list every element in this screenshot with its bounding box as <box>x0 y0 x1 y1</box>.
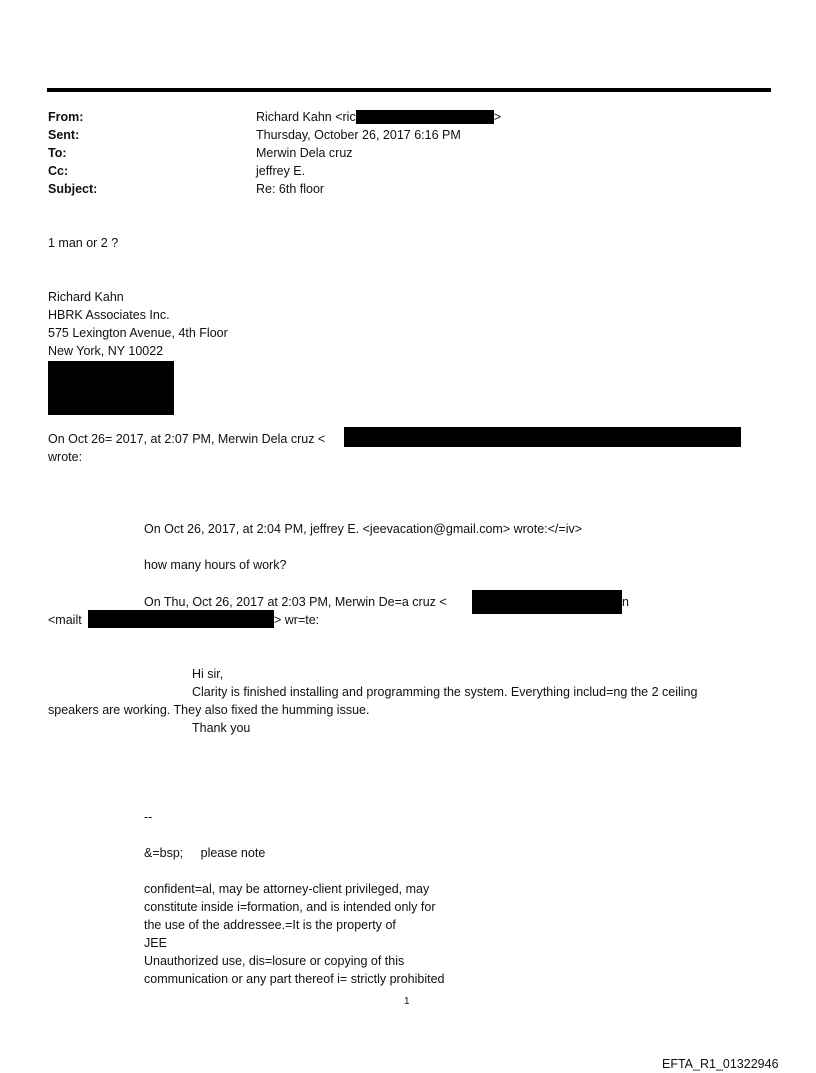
disclaimer-line: Unauthorized use, dis=losure or copying of this <box>144 954 405 968</box>
document-id: EFTA_R1_01322946 <box>662 1057 779 1071</box>
from-value: Richard Kahn <ric > <box>256 110 502 124</box>
reply3-mailto-end: > wr=te: <box>274 613 320 627</box>
redaction-box <box>356 110 494 124</box>
signature-name: Richard Kahn <box>48 290 124 304</box>
reply3-header: On Thu, Oct 26, 2017 at 2:03 PM, Merwin De=a cruz < <box>144 595 447 609</box>
question-line: how many hours of work? <box>144 558 287 572</box>
sent-label: Sent: <box>48 128 80 142</box>
subject-value: Re: 6th floor <box>256 182 325 196</box>
page-number: 1 <box>404 996 410 1007</box>
reply1-wrote: wrote: <box>48 450 83 464</box>
msg-greeting: Hi sir, <box>192 667 224 681</box>
reply2-header: On Oct 26, 2017, at 2:04 PM, jeffrey E. <jeevacation@gmail.com> wrote:</=iv> <box>144 522 583 536</box>
disclaimer-line: JEE <box>144 936 167 950</box>
disclaimer-line: confident=al, may be attorney-client privileged, may <box>144 882 430 896</box>
reply1-header: On Oct 26= 2017, at 2:07 PM, Merwin Dela cruz < <box>48 432 326 446</box>
to-value: Merwin Dela cruz <box>256 146 353 160</box>
nbsp-note: &=bsp; please note <box>144 846 266 860</box>
redaction-box <box>472 590 622 614</box>
msg-thanks: Thank you <box>192 721 251 735</box>
from-label: From: <box>48 110 84 124</box>
msg-line1: Clarity is finished installing and programming the system. Everything includ=ng the 2 ceiling <box>192 685 698 699</box>
header-rule <box>47 88 771 92</box>
disclaimer-line: communication or any part thereof i= strictly prohibited <box>144 972 445 986</box>
disclaimer-line: constitute inside i=formation, and is intended only for <box>144 900 436 914</box>
cc-label: Cc: <box>48 164 69 178</box>
signature-city: New York, NY 10022 <box>48 344 164 358</box>
separator: -- <box>144 810 153 824</box>
signature-address: 575 Lexington Avenue, 4th Floor <box>48 326 228 340</box>
redaction-box <box>344 427 741 447</box>
cc-value: jeffrey E. <box>256 164 306 178</box>
to-label: To: <box>48 146 67 160</box>
reply3-mailto-start: <mailt <box>48 613 82 627</box>
reply3-header-end: n <box>622 595 629 609</box>
redaction-box <box>88 610 274 628</box>
redaction-box <box>48 361 174 415</box>
opening-line: 1 man or 2 ? <box>48 236 119 250</box>
signature-company: HBRK Associates Inc. <box>48 308 170 322</box>
sent-value: Thursday, October 26, 2017 6:16 PM <box>256 128 461 142</box>
msg-line2: speakers are working. They also fixed the humming issue. <box>48 703 370 717</box>
disclaimer-line: the use of the addressee.=It is the property of <box>144 918 396 932</box>
subject-label: Subject: <box>48 182 98 196</box>
